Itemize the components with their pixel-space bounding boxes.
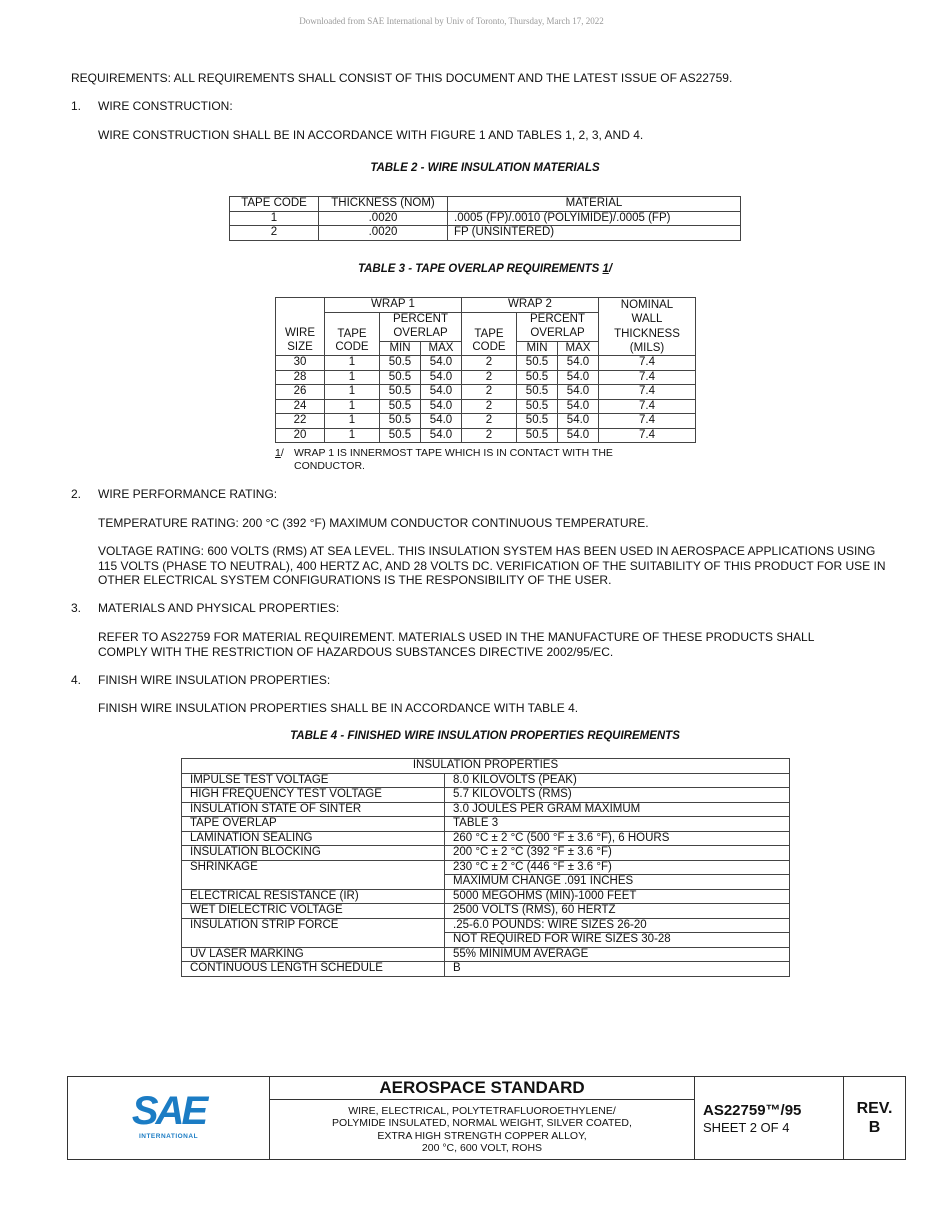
table-cell: 20	[276, 428, 325, 443]
table-row	[276, 385, 696, 400]
table-row	[182, 802, 790, 817]
table-cell: 50.5	[380, 414, 421, 429]
table-cell: 50.5	[517, 399, 558, 414]
table-row	[276, 399, 696, 414]
footnote-mark-suffix: /	[280, 447, 284, 459]
property-name: INSULATION STATE OF SINTER	[182, 802, 445, 817]
table-cell: 50.5	[517, 370, 558, 385]
table-row	[182, 817, 790, 832]
table-caption	[0, 263, 950, 275]
table-row	[276, 428, 696, 443]
section-title: WIRE PERFORMANCE RATING:	[98, 487, 278, 501]
header-line: (MILS)	[629, 341, 665, 354]
table-caption-text: TABLE 3 - TAPE OVERLAP REQUIREMENTS	[357, 263, 600, 275]
header-line: NOMINAL	[620, 299, 674, 311]
doc-number: AS22759™/95	[703, 1101, 802, 1119]
table-cell: 50.5	[517, 428, 558, 443]
logo-cell	[68, 1077, 270, 1160]
property-value: B	[445, 962, 790, 977]
table-cell: 54.0	[558, 356, 599, 371]
property-name: INSULATION STRIP FORCE	[182, 918, 445, 933]
property-value: 200 °C ± 2 °C (392 °F ± 3.6 °F)	[445, 846, 790, 861]
table-row	[182, 846, 790, 861]
property-value: MAXIMUM CHANGE .091 INCHES	[445, 875, 790, 890]
property-value: 5.7 KILOVOLTS (RMS)	[445, 788, 790, 803]
header-cell: WIRE	[276, 327, 325, 341]
description-line: WIRE, ELECTRICAL, POLYTETRAFLUOROETHYLENE/	[348, 1104, 616, 1117]
table-cell: 7.4	[599, 370, 696, 385]
table-cell: 54.0	[421, 356, 462, 371]
section-title: MATERIALS AND PHYSICAL PROPERTIES:	[98, 601, 340, 615]
table-cell: 54.0	[421, 414, 462, 429]
table-cell: 50.5	[517, 414, 558, 429]
table-cell: 2	[462, 370, 517, 385]
table-cell: 54.0	[558, 414, 599, 429]
nominal-header	[599, 298, 696, 356]
table-cell: .0020	[319, 226, 448, 241]
table-cell: 1	[325, 428, 380, 443]
table-cell: 1	[325, 414, 380, 429]
table-row	[182, 860, 790, 875]
column-header: TAPE CODE	[230, 197, 319, 212]
property-value: TABLE 3	[445, 817, 790, 832]
header-cell: PERCENT	[517, 312, 599, 327]
footnote-line: CONDUCTOR.	[294, 460, 365, 472]
sae-logo	[68, 1089, 269, 1144]
table-cell: 2	[462, 356, 517, 371]
header-cell: MAX	[421, 341, 462, 356]
section-title: WIRE CONSTRUCTION:	[98, 99, 233, 113]
table-cell: 26	[276, 385, 325, 400]
property-value: 230 °C ± 2 °C (446 °F ± 3.6 °F)	[445, 860, 790, 875]
header-cell: TAPE	[462, 312, 517, 341]
header-cell: OVERLAP	[517, 327, 599, 341]
header-cell: SIZE	[276, 341, 325, 356]
property-name: IMPULSE TEST VOLTAGE	[182, 773, 445, 788]
table-row	[230, 211, 741, 226]
table-cell: 28	[276, 370, 325, 385]
download-header: Downloaded from SAE International by Univ of Toronto, Thursday, March 17, 2022	[299, 16, 604, 26]
property-value: 8.0 KILOVOLTS (PEAK)	[445, 773, 790, 788]
tape-overlap-table	[275, 297, 696, 443]
footnote-text	[294, 447, 613, 473]
description-line: 200 °C, 600 VOLT, ROHS	[421, 1142, 543, 1154]
table-row	[182, 933, 790, 948]
table-cell: 50.5	[380, 356, 421, 371]
column-header: MATERIAL	[448, 197, 741, 212]
table-row	[276, 370, 696, 385]
header-cell: MIN	[517, 341, 558, 356]
table-cell: 2	[462, 428, 517, 443]
table-row	[182, 947, 790, 962]
table-cell: 50.5	[517, 356, 558, 371]
property-name: LAMINATION SEALING	[182, 831, 445, 846]
header-cell: MIN	[380, 341, 421, 356]
table-cell: 50.5	[380, 399, 421, 414]
table-cell: 1	[325, 385, 380, 400]
table-row	[182, 831, 790, 846]
property-name	[182, 933, 445, 948]
column-header: WRAP 2	[462, 298, 599, 313]
footnote-ref-suffix: /	[608, 263, 613, 275]
table-cell: 7.4	[599, 399, 696, 414]
logo-mark: SAE	[131, 1089, 206, 1134]
table-caption: TABLE 2 - WIRE INSULATION MATERIALS	[370, 162, 600, 174]
table-cell: 24	[276, 399, 325, 414]
table-row	[182, 889, 790, 904]
table-cell: 30	[276, 356, 325, 371]
property-value: 260 °C ± 2 °C (500 °F ± 3.6 °F), 6 HOURS	[445, 831, 790, 846]
title-block	[67, 1076, 906, 1160]
header-line: WALL	[631, 313, 663, 326]
header-cell: CODE	[462, 341, 517, 356]
table-row	[182, 773, 790, 788]
property-name	[182, 875, 445, 890]
section-paragraph: REFER TO AS22759 FOR MATERIAL REQUIREMENT. MATERIALS USED IN THE MANUFACTURE OF THESE PRODUCTS SHALL COMPLY WITH THE RESTRICTION OF HAZARDOUS SUBSTANCES DIRECTIVE 2002/95/EC.	[98, 630, 814, 659]
description-line: POLYMIDE INSULATED, NORMAL WEIGHT, SILVER COATED,	[332, 1117, 632, 1129]
property-name: ELECTRICAL RESISTANCE (IR)	[182, 889, 445, 904]
section-number: 1.	[71, 99, 82, 113]
footnote-ref: 1	[602, 263, 609, 275]
document-description	[270, 1100, 695, 1160]
table-row	[182, 904, 790, 919]
property-value: .25-6.0 POUNDS: WIRE SIZES 26-20	[445, 918, 790, 933]
table-cell: 54.0	[558, 399, 599, 414]
revision-cell	[844, 1077, 906, 1160]
property-value: 3.0 JOULES PER GRAM MAXIMUM	[445, 802, 790, 817]
table-cell: 7.4	[599, 428, 696, 443]
table-cell: 1	[325, 399, 380, 414]
table-cell: 54.0	[421, 370, 462, 385]
table-cell: 54.0	[558, 428, 599, 443]
property-name: INSULATION BLOCKING	[182, 846, 445, 861]
table-row	[230, 226, 741, 241]
column-header: INSULATION PROPERTIES	[182, 759, 790, 774]
section-paragraph: VOLTAGE RATING: 600 VOLTS (RMS) AT SEA LEVEL. THIS INSULATION SYSTEM HAS BEEN USED IN AEROSPACE APPLICATIONS USING 115 VOLTS (PHASE TO NEUTRAL), 400 HERTZ AC, AND 28 VOLTS DC. VERIFICATION OF THE SUITABILITY OF THIS PRODUCT FOR USE IN OTHER ELECTRICAL SYSTEM CONFIGURATIONS IS THE RESPONSIBILITY OF THE USER.	[98, 544, 886, 587]
section-number: 3.	[71, 601, 82, 615]
rev-label: REV.	[856, 1100, 893, 1117]
table-cell: 54.0	[558, 385, 599, 400]
wire-insulation-table	[229, 196, 741, 241]
table-cell: 54.0	[421, 385, 462, 400]
insulation-properties-table	[181, 758, 790, 977]
table-row	[182, 788, 790, 803]
standard-title: AEROSPACE STANDARD	[270, 1077, 695, 1100]
header-cell	[276, 298, 325, 328]
table-cell: 50.5	[380, 385, 421, 400]
property-name: WET DIELECTRIC VOLTAGE	[182, 904, 445, 919]
column-header: THICKNESS (NOM)	[319, 197, 448, 212]
table-cell: 2	[462, 399, 517, 414]
table-cell: 50.5	[517, 385, 558, 400]
sheet-number: SHEET 2 OF 4	[703, 1119, 790, 1135]
header-cell: OVERLAP	[380, 327, 462, 341]
table-footnote	[275, 447, 284, 460]
table-row	[276, 356, 696, 371]
column-header: WRAP 1	[325, 298, 462, 313]
rev-value: B	[868, 1119, 881, 1136]
section-paragraph: WIRE CONSTRUCTION SHALL BE IN ACCORDANCE WITH FIGURE 1 AND TABLES 1, 2, 3, AND 4.	[98, 128, 644, 142]
section-title: FINISH WIRE INSULATION PROPERTIES:	[98, 673, 331, 687]
description-line: EXTRA HIGH STRENGTH COPPER ALLOY,	[377, 1129, 587, 1142]
table-cell: 22	[276, 414, 325, 429]
property-value: 2500 VOLTS (RMS), 60 HERTZ	[445, 904, 790, 919]
property-name: HIGH FREQUENCY TEST VOLTAGE	[182, 788, 445, 803]
property-value: 5000 MEGOHMS (MIN)-1000 FEET	[445, 889, 790, 904]
section-paragraph: TEMPERATURE RATING: 200 °C (392 °F) MAXIMUM CONDUCTOR CONTINUOUS TEMPERATURE.	[98, 516, 649, 530]
table-cell: 1	[325, 370, 380, 385]
table-cell: 7.4	[599, 356, 696, 371]
table-cell: .0005 (FP)/.0010 (POLYIMIDE)/.0005 (FP)	[448, 211, 741, 226]
table-cell: 7.4	[599, 414, 696, 429]
header-cell: CODE	[325, 341, 380, 356]
table-cell: 1	[325, 356, 380, 371]
table-cell: 2	[462, 385, 517, 400]
table-cell: 50.5	[380, 370, 421, 385]
section-number: 4.	[71, 673, 82, 687]
section-number: 2.	[71, 487, 82, 501]
header-cell: TAPE	[325, 312, 380, 341]
table-cell: 54.0	[421, 399, 462, 414]
header-line: THICKNESS	[614, 327, 680, 340]
property-name: CONTINUOUS LENGTH SCHEDULE	[182, 962, 445, 977]
property-value: 55% MINIMUM AVERAGE	[445, 947, 790, 962]
table-cell: 7.4	[599, 385, 696, 400]
table-cell: 50.5	[380, 428, 421, 443]
table-cell: 54.0	[558, 370, 599, 385]
table-cell: .0020	[319, 211, 448, 226]
property-name: UV LASER MARKING	[182, 947, 445, 962]
section-paragraph: FINISH WIRE INSULATION PROPERTIES SHALL BE IN ACCORDANCE WITH TABLE 4.	[98, 701, 579, 715]
property-name: TAPE OVERLAP	[182, 817, 445, 832]
table-row	[276, 414, 696, 429]
table-row	[182, 875, 790, 890]
table-cell: 54.0	[421, 428, 462, 443]
requirements-text: REQUIREMENTS: ALL REQUIREMENTS SHALL CONSIST OF THIS DOCUMENT AND THE LATEST ISSUE OF AS22759.	[71, 71, 733, 85]
logo-subtext: INTERNATIONAL	[138, 1133, 199, 1141]
table-caption: TABLE 4 - FINISHED WIRE INSULATION PROPERTIES REQUIREMENTS	[290, 730, 680, 742]
doc-number-cell	[695, 1077, 844, 1160]
table-row	[182, 918, 790, 933]
property-value: NOT REQUIRED FOR WIRE SIZES 30-28	[445, 933, 790, 948]
table-cell: 1	[230, 211, 319, 226]
property-name: SHRINKAGE	[182, 860, 445, 875]
footnote-mark: 1	[275, 447, 281, 459]
footnote-line: WRAP 1 IS INNERMOST TAPE WHICH IS IN CONTACT WITH THE	[294, 447, 613, 459]
table-cell: FP (UNSINTERED)	[448, 226, 741, 241]
table-cell: 2	[462, 414, 517, 429]
table-cell: 2	[230, 226, 319, 241]
header-cell: PERCENT	[380, 312, 462, 327]
table-row	[182, 962, 790, 977]
header-cell: MAX	[558, 341, 599, 356]
